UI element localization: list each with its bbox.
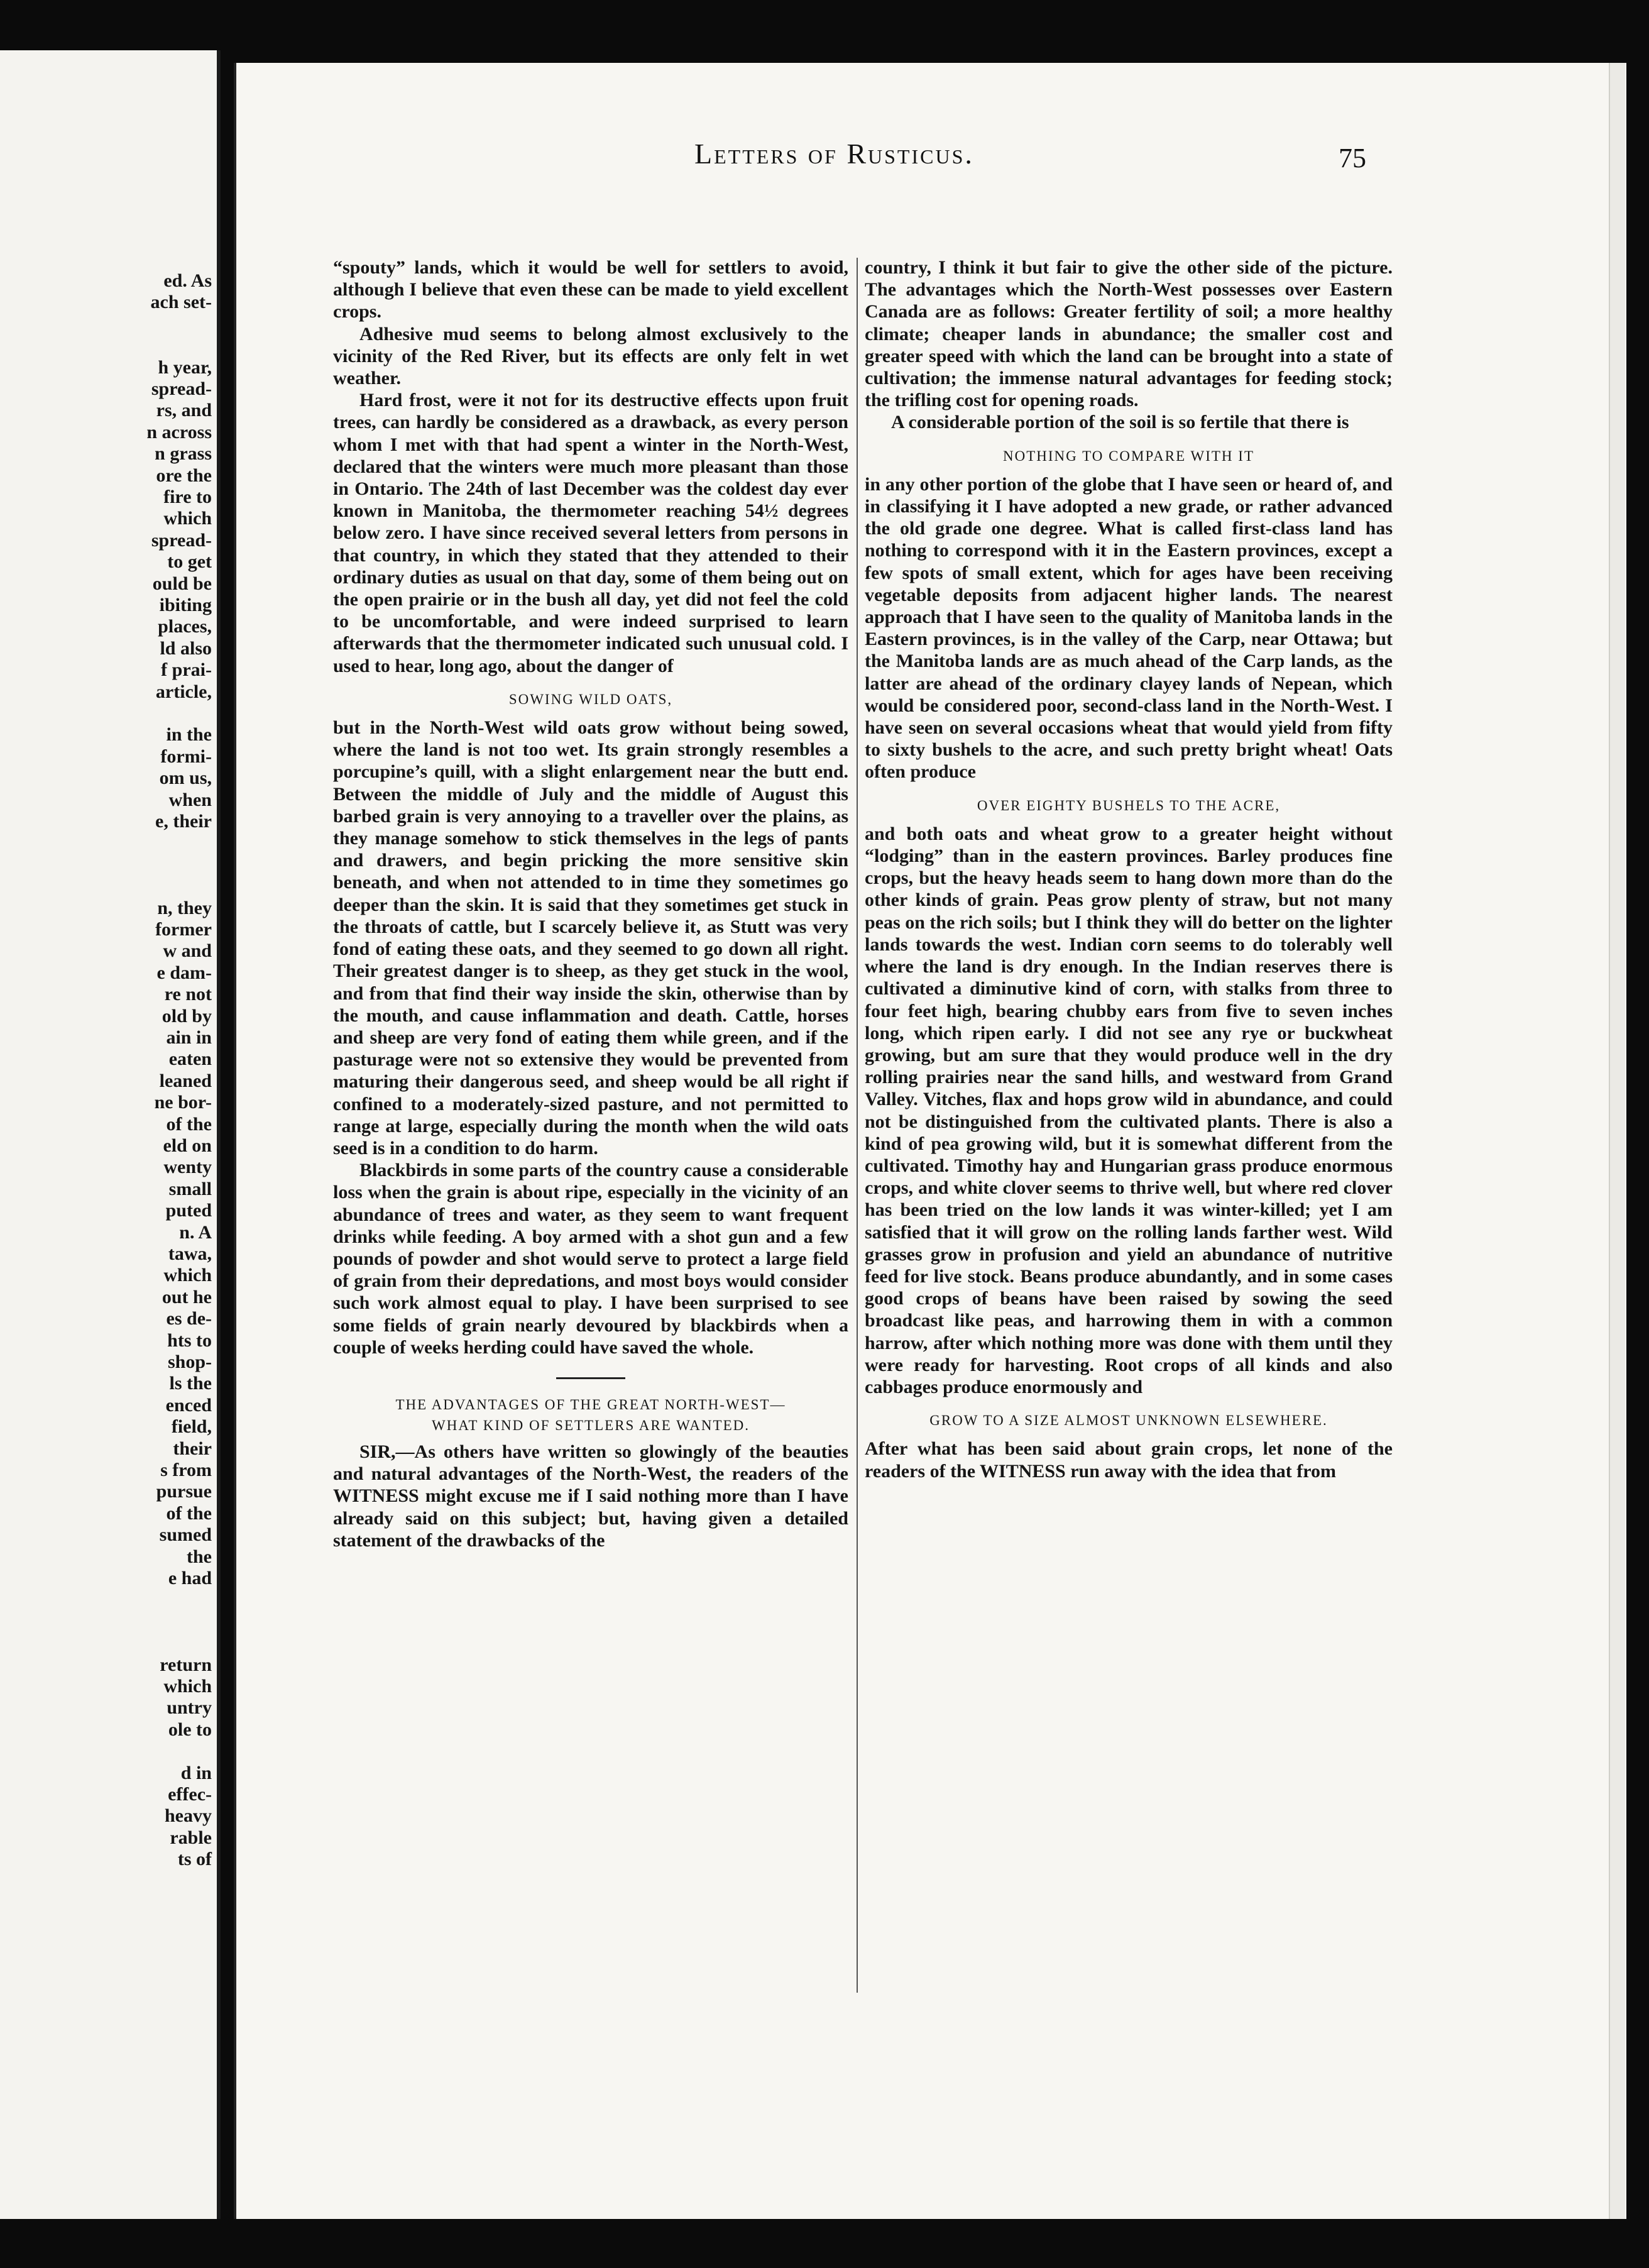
paragraph: but in the North-West wild oats grow without being sowed, where the land is not too wet. Its grain strongly resembles a porcupine’s quill, with a slight enlargement near the butt end. Between the middle of July and the middle of August this barbed grain is very annoying to a traveller over the plains, as they manage somehow to stick themselves in the legs of pants and drawers, and begin pricking the more sensitive skin beneath, and when not attended to in time they sometimes go deeper than the skin. It is said that they sometimes get stuck in the throats of cattle, but I scarcely believe it, as Stutt was very fond of eating these oats, and they seemed to go down all right. Their greatest danger is to sheep, as they get stuck in the wool, and from that find their way inside the skin, otherwise than by the mouth, and cause inflammation and death. Cattle, horses and sheep are very fond of eating them while green, and if the pasturage were not so extensive they would be prevented from maturing their dangerous seed, and sheep would be all right if confined to a moderately-sized pasture, and not permitted to range at large, especially during the month when the wild oats seed is in a condition to do harm. <box>333 717 848 1159</box>
left-page-line: ibiting <box>159 595 212 615</box>
left-page-fragment <box>0 50 221 2219</box>
left-page-line: places, <box>158 616 212 637</box>
letter-title-line-2: WHAT KIND OF SETTLERS ARE WANTED. <box>432 1417 750 1433</box>
left-page-line: their <box>173 1438 212 1459</box>
left-page-line: ach set- <box>150 292 212 313</box>
left-page-line: effec- <box>168 1784 212 1805</box>
left-page-line: ls the <box>169 1373 212 1394</box>
left-page-line: ain in <box>166 1027 212 1048</box>
left-page-line: ould be <box>152 573 212 594</box>
left-page-line: tawa, <box>168 1243 212 1264</box>
left-page-line: eld on <box>163 1135 212 1156</box>
letter-title-line-1: THE ADVANTAGES OF THE GREAT NORTH-WEST— <box>395 1396 786 1412</box>
left-page-line: leaned <box>159 1070 212 1091</box>
paragraph: in any other portion of the globe that I have seen or heard of, and in classifying it I have adopted a new grade, or rather advanced the old grade one degree. What is called first-class land has nothing to correspond with it in the Eastern provinces, except a few spots of small extent, which for ages have been receiving vegetable deposits from adjacent higher lands. The nearest approach that I have seen to the quality of Manitoba lands in the Eastern provinces, is in the valley of the Carp, near Ottawa; but the Manitoba lands are as much ahead of the Carp lands, as the latter are ahead of the ordinary clayey lands of Nepean, which would be considered poor, second-class land in the North-West. I have seen on several occasions wheat that would yield from fifty to sixty bushels to the acre, and such pretty bright wheat! Oats often produce <box>865 473 1393 783</box>
left-page-line: former <box>155 919 212 940</box>
left-page-line: puted <box>165 1200 212 1221</box>
left-page-line: fire to <box>163 487 212 507</box>
left-page-line: n. A <box>179 1221 212 1243</box>
left-page-line: untry <box>167 1697 212 1719</box>
left-column <box>333 256 848 1551</box>
left-page-line: n, they <box>157 897 212 918</box>
left-page-line: f prai- <box>161 659 212 681</box>
paragraph: “spouty” lands, which it would be well for settlers to avoid, although I believe that even these can be made to yield excellent crops. <box>333 257 848 322</box>
left-page-line: s from <box>160 1460 212 1480</box>
left-page-line: re not <box>164 984 212 1005</box>
left-page-line: eaten <box>168 1049 212 1070</box>
left-page-line: n across <box>146 421 212 443</box>
subheading-sowing: SOWING WILD OATS, <box>508 691 673 707</box>
paragraph: A considerable portion of the soil is so fertile that there is <box>891 412 1349 433</box>
subheading-grow: GROW TO A SIZE ALMOST UNKNOWN ELSEWHERE. <box>929 1412 1328 1429</box>
left-page-line: to get <box>167 551 212 573</box>
column-divider <box>857 258 858 1993</box>
left-page-line: ne bor- <box>154 1092 212 1113</box>
left-page-line: old by <box>162 1005 212 1027</box>
left-page-line: which <box>163 1265 212 1286</box>
left-page-line: sumed <box>159 1524 212 1546</box>
left-page-line: es de- <box>166 1308 212 1329</box>
paragraph: and both oats and wheat grow to a greater height without “lodging” than in the eastern provinces. Barley produces fine crops, but the heavy heads seem to hang down more than do the other kinds of grain. Peas grow plenty of straw, but not many peas on the rich soils; but I think they will do better on the lighter lands towards the west. Indian corn seems to do tolerably well where the land is dry enough. In the Indian reserves there is cultivated a diminutive kind of corn, with stalks from three to four feet high, bearing chubby ears from five to seven inches long, which ripen early. I did not see any rye or buckwheat growing, but am sure that they would produce well in the dry rolling prairies near the sand hills, and westward from Grand Valley. Vitches, flax and hops grow wild in abundance, and could not be distinguished from the cultivated plants. There is also a kind of pea growing wild, but it is somewhat different from the cultivated. Timothy hay and Hungarian grass produce enormous crops, and white clover seems to thrive well, but where red clover has been tried on the low lands it was winter-killed; yet I am satisfied that it will grow on the rolling lands farther west. Wild grasses grow in profusion and yield an abundance of nutritive feed for live stock. Beans produce abundantly, and in some cases good crops of beans have been raised by sowing the seed broadcast like peas, and harrowing them in with a common harrow, after which nothing more was done with them until they were ready for harvesting. Root crops of all kinds and also cabbages produce enormously and <box>865 823 1393 1397</box>
paragraph: SIR,—As others have written so glowingly of the beauties and natural advantages of the North-West, the readers of the WITNESS might excuse me if I said nothing more than I have already said on this subject; but, having given a detailed statement of the drawbacks of the <box>333 1441 848 1551</box>
left-page-line: wenty <box>163 1157 212 1178</box>
left-page-line: in the <box>166 724 212 746</box>
left-page-line: field, <box>171 1416 212 1438</box>
left-page-line: which <box>163 1676 212 1697</box>
left-page-line: enced <box>165 1394 212 1416</box>
left-page-line: heavy <box>165 1805 212 1827</box>
paragraph: After what has been said about grain crops, let none of the readers of the WITNESS run away with the idea that from <box>865 1438 1393 1482</box>
section-rule <box>556 1377 625 1379</box>
left-page-line: pursue <box>156 1481 212 1502</box>
left-page-line: when <box>168 789 212 810</box>
left-page-line: d in <box>180 1762 212 1783</box>
left-page-line: ld also <box>160 637 212 659</box>
letter-title <box>333 1394 848 1436</box>
left-page-line: spread- <box>151 529 212 551</box>
left-page-line: of the <box>166 1502 212 1524</box>
left-page-line: e dam- <box>156 962 212 983</box>
paragraph: country, I think it but fair to give the other side of the picture. The advantages which the North-West possesses over Eastern Canada are as follows: Greater fertility of soil; a more healthy climate; cheaper lands in abundance; the smaller cost and greater speed with which the land can be brought into a state of cultivation; the immense natural advantages for feeding stock; the trifling cost for opening roads. <box>865 257 1393 411</box>
left-page-line: formi- <box>160 746 212 767</box>
right-column <box>865 256 1393 1482</box>
left-page-line: article, <box>155 681 212 702</box>
left-page-line: e, their <box>155 811 212 832</box>
left-page-line: out he <box>162 1286 212 1307</box>
left-page-line: which <box>163 508 212 529</box>
left-page-line: hts to <box>167 1329 212 1351</box>
left-page-line: of the <box>166 1113 212 1135</box>
running-header: Letters of Rusticus. <box>694 138 974 170</box>
left-page-line: e had <box>168 1568 212 1588</box>
subheading-eighty: OVER EIGHTY BUSHELS TO THE ACRE, <box>977 797 1281 813</box>
left-page-line: ed. As <box>163 270 212 291</box>
page-edge <box>1609 63 1625 2219</box>
paragraph: Blackbirds in some parts of the country cause a considerable loss when the grain is about ripe, especially in the vicinity of an abundance of trees and water, as they seem to want frequent drinks while feeding. A boy armed with a shot gun and a few pounds of powder and shot would serve to protect a large field of grain from their depredations, and most boys would consider such work almost equal to play. I have been surprised to see some fields of grain nearly devoured by blackbirds when a couple of weeks herding could have saved the whole. <box>333 1160 848 1358</box>
left-page-line: shop- <box>167 1351 212 1372</box>
left-page-line: spread- <box>151 378 212 399</box>
left-page-line: ole to <box>168 1719 212 1740</box>
left-page-line: small <box>168 1178 212 1199</box>
left-page-line: ore the <box>156 465 212 486</box>
left-page-line: ts of <box>177 1849 212 1870</box>
left-page-line: w and <box>163 940 212 962</box>
subheading-nothing: NOTHING TO COMPARE WITH IT <box>1003 448 1254 464</box>
left-page-line: rs, and <box>156 400 212 421</box>
left-page-line: h year, <box>158 356 212 378</box>
page-number: 75 <box>1339 143 1366 173</box>
paragraph: Hard frost, were it not for its destructive effects upon fruit trees, can hardly be considered as a drawback, as every person whom I met with that had spent a winter in the North-West, declared that the winters were much more pleasant than those in Ontario. The 24th of last December was the coldest day ever known in Manitoba, the thermometer reaching 54½ degrees below zero. I have since received several letters from persons in that country, in which they stated that they attended to their ordinary duties as usual on that day, some of them being out on the open prairie or in the bush all day, yet did not feel the cold to be uncomfortable, and were indeed surprised to learn afterwards that the thermometer indicated such unusual cold. I used to hear, long ago, about the danger of <box>333 390 848 676</box>
left-page-line: the <box>187 1546 212 1567</box>
left-page-line: rable <box>170 1827 212 1848</box>
left-page-line: return <box>160 1654 212 1675</box>
paragraph: Adhesive mud seems to belong almost exclusively to the vicinity of the Red River, but its effects are only felt in wet weather. <box>333 323 848 389</box>
left-page-line: om us, <box>159 768 212 789</box>
left-page-line: n grass <box>155 443 212 465</box>
